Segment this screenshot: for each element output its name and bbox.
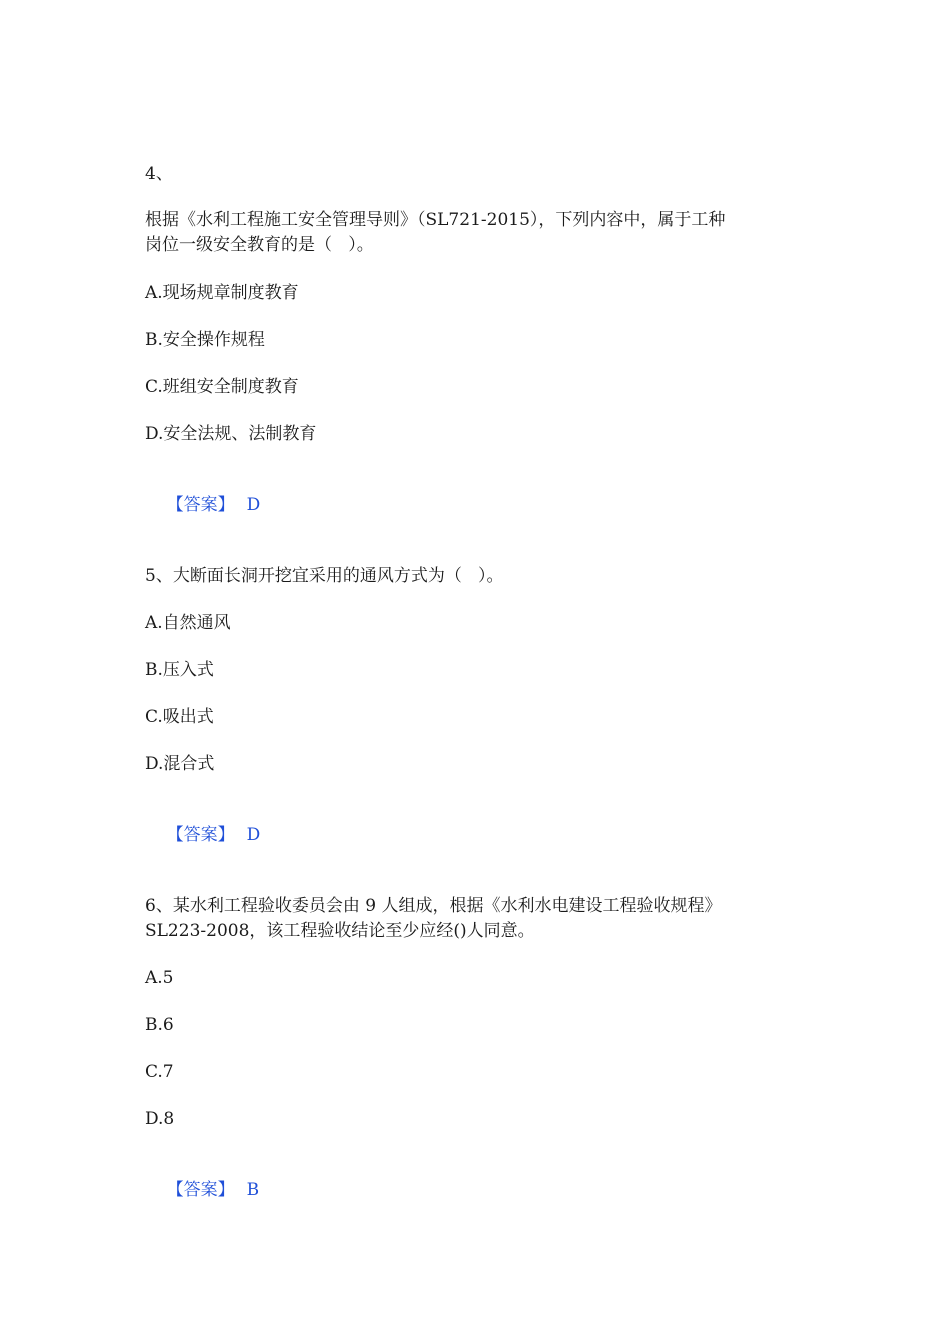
question-stem-line: SL223-2008，该工程验收结论至少应经()人同意。 xyxy=(145,921,535,941)
option-a: A.自然通风 xyxy=(145,613,231,633)
question-stem-line: 根据《水利工程施工安全管理导则》（SL721-2015），下列内容中，属于工种 xyxy=(145,210,726,230)
answer-line xyxy=(145,799,260,871)
option-b: B.6 xyxy=(145,1015,174,1035)
answer-tag: 【答案】 xyxy=(166,825,235,845)
question-stem-line: 岗位一级安全教育的是（ ）。 xyxy=(145,235,374,255)
answer-line xyxy=(145,469,260,541)
option-a: A.5 xyxy=(145,968,174,988)
option-c: C.班组安全制度教育 xyxy=(145,377,299,397)
answer-value: B xyxy=(246,1180,260,1200)
option-a: A.现场规章制度教育 xyxy=(145,283,299,303)
question-stem-line: 5、大断面长洞开挖宜采用的通风方式为（ ）。 xyxy=(145,566,504,586)
answer-value: D xyxy=(246,825,261,845)
option-d: D.8 xyxy=(145,1109,175,1129)
answer-tag: 【答案】 xyxy=(166,1180,235,1200)
answer-tag: 【答案】 xyxy=(166,495,235,515)
option-d: D.安全法规、法制教育 xyxy=(145,424,317,444)
question-stem-line: 6、某水利工程验收委员会由 9 人组成，根据《水利水电建设工程验收规程》 xyxy=(145,896,722,916)
answer-value: D xyxy=(246,495,261,515)
option-c: C.7 xyxy=(145,1062,174,1082)
answer-line xyxy=(145,1154,259,1226)
question-number: 4、 xyxy=(145,164,173,184)
option-d: D.混合式 xyxy=(145,754,215,774)
option-b: B.压入式 xyxy=(145,660,214,680)
option-c: C.吸出式 xyxy=(145,707,214,727)
option-b: B.安全操作规程 xyxy=(145,330,265,350)
